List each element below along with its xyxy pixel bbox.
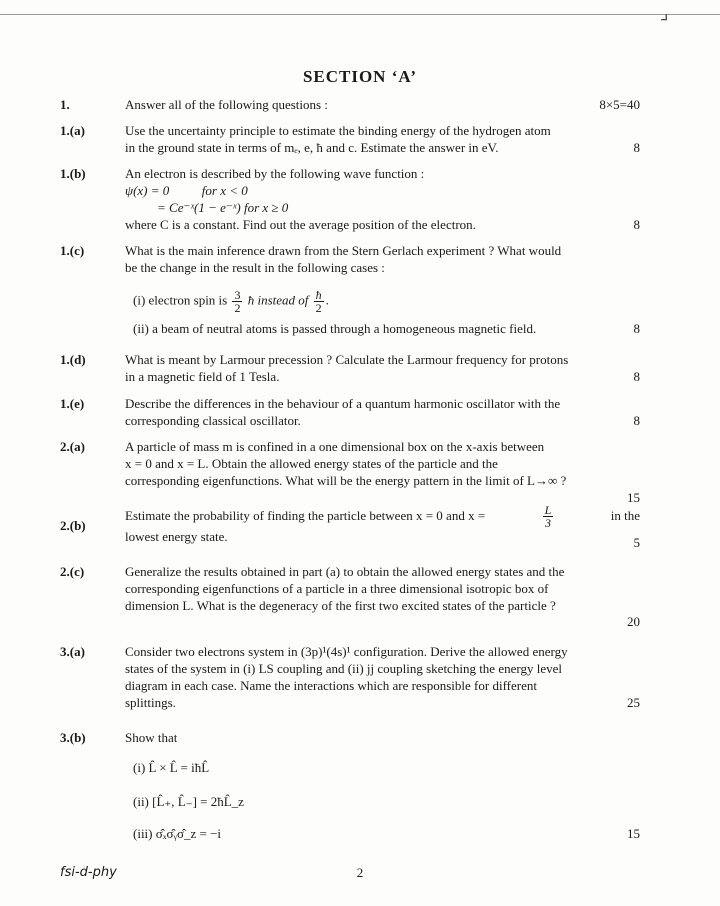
question-line: be the change in the result in the following cases : bbox=[125, 259, 385, 275]
question-line: x = 0 and x = L. Obtain the allowed energy states of the particle and the bbox=[125, 455, 498, 471]
fraction: $\frac{3}{2}$ bbox=[234, 288, 241, 315]
question-line: states of the system in (i) LS coupling and (ii) jj coupling sketching the energy level bbox=[125, 660, 562, 676]
question-line: What is meant by Larmour precession ? Calculate the Larmour frequency for protons bbox=[125, 352, 569, 367]
fraction: $\frac{ħ}{2}$ bbox=[315, 288, 322, 315]
page-number: 2 bbox=[356, 865, 364, 880]
question-line: = Ce⁻ˣ(1 − e⁻ˣ) for x ≥ 0 bbox=[157, 199, 289, 215]
question-line: corresponding eigenfunctions of a particle in a three dimensional isotropic box of bbox=[125, 580, 549, 596]
question-line: lowest energy state. bbox=[125, 529, 228, 544]
question-line: in the ground state in terms of mₑ, e, ħ and c. Estimate the answer in eV. bbox=[125, 139, 499, 155]
question-number: 2.(b) bbox=[60, 518, 86, 533]
question-text: Show that bbox=[125, 730, 178, 745]
question-text bbox=[125, 504, 640, 546]
question-text bbox=[125, 166, 640, 234]
question-marks: 8 bbox=[633, 140, 640, 155]
question-line: Describe the differences in the behaviour of a quantum harmonic oscillator with the bbox=[125, 396, 561, 411]
question-text bbox=[125, 644, 640, 712]
question-marks: 8 bbox=[633, 321, 640, 336]
question-line: A particle of mass m is confined in a one dimensional box on the x-axis between bbox=[125, 439, 545, 454]
question-line: An electron is described by the following wave function : bbox=[125, 166, 425, 181]
sub-item: (i) L̂ × L̂ = iħL̂ bbox=[133, 760, 210, 775]
question-line: Estimate the probability of finding the particle between x = 0 and x = $\frac{L}{3}$ in the bbox=[125, 503, 640, 530]
question-line: corresponding classical oscillator. bbox=[125, 412, 301, 428]
sub-item: (ii) [L̂₊, L̂₋] = 2ħL̂_z bbox=[133, 794, 244, 809]
question-text bbox=[125, 439, 640, 490]
question-line: corresponding eigenfunctions. What will be the energy pattern in the limit of L→∞ ? bbox=[125, 472, 567, 488]
question-line: What is the main inference drawn from the Stern Gerlach experiment ? What would bbox=[125, 243, 562, 258]
question-text bbox=[125, 564, 640, 615]
question-line: where C is a constant. Find out the average position of the electron. bbox=[125, 216, 476, 232]
corner-mark: ⌟ bbox=[660, 3, 669, 23]
question-marks: 8 bbox=[633, 413, 640, 428]
question-line: ψ(x) = 0 for x < 0 bbox=[125, 182, 248, 198]
question-marks: 8 bbox=[633, 217, 640, 232]
question-number: 1.(c) bbox=[60, 243, 85, 258]
question-number: 3.(a) bbox=[60, 644, 85, 659]
question-line: Use the uncertainty principle to estimate the binding energy of the hydrogen atom bbox=[125, 123, 551, 138]
question-text bbox=[125, 243, 640, 277]
paper-code: fsi-d-phy bbox=[60, 865, 117, 880]
question-text bbox=[125, 123, 640, 157]
question-text bbox=[125, 396, 640, 430]
section-title: SECTION ‘A’ bbox=[302, 67, 418, 86]
sub-item: (iii) σ̂ₓσ̂ᵧσ̂_z = −i bbox=[133, 826, 222, 841]
question-marks: 20 bbox=[627, 614, 640, 629]
question-number: 1.(b) bbox=[60, 166, 86, 181]
question-marks: 15 bbox=[627, 826, 640, 841]
question-marks: 15 bbox=[627, 490, 640, 505]
question-line: Consider two electrons system in (3p)¹(4s)¹ configuration. Derive the allowed energy bbox=[125, 644, 568, 659]
fraction: $\frac{L}{3}$ bbox=[544, 503, 552, 530]
sub-item-text: ħ instead of bbox=[247, 292, 309, 308]
question-number: 1.(d) bbox=[60, 352, 86, 367]
question-line: in a magnetic field of 1 Tesla. bbox=[125, 368, 280, 384]
sub-item: (ii) a beam of neutral atoms is passed through a homogeneous magnetic field. bbox=[133, 321, 537, 336]
question-marks: 8 bbox=[633, 369, 640, 384]
question-marks: 5 bbox=[633, 535, 640, 550]
question-number: 1.(e) bbox=[60, 396, 85, 411]
question-number: 3.(b) bbox=[60, 730, 86, 745]
question-line: diagram in each case. Name the interactions which are responsible for different bbox=[125, 677, 537, 693]
question-number: 1.(a) bbox=[60, 123, 85, 138]
question-marks: 25 bbox=[627, 695, 640, 710]
question-number: 1. bbox=[60, 97, 70, 112]
question-line: dimension L. What is the degeneracy of the first two excited states of the particle ? bbox=[125, 597, 556, 613]
question-number: 2.(a) bbox=[60, 439, 85, 454]
sub-item-text: (i) electron spin is bbox=[133, 292, 228, 308]
question-text: Answer all of the following questions : bbox=[125, 97, 328, 112]
top-rule bbox=[0, 14, 720, 15]
question-marks: 8×5=40 bbox=[599, 97, 640, 112]
sub-item: (i) electron spin is $\frac{3}{2}$ ħ instead of $\frac{ħ}{2}$ . bbox=[133, 288, 329, 315]
question-text bbox=[125, 352, 640, 386]
question-number: 2.(c) bbox=[60, 564, 85, 579]
question-line: Generalize the results obtained in part (a) to obtain the allowed energy states and the bbox=[125, 564, 565, 579]
question-line: splittings. bbox=[125, 694, 176, 710]
